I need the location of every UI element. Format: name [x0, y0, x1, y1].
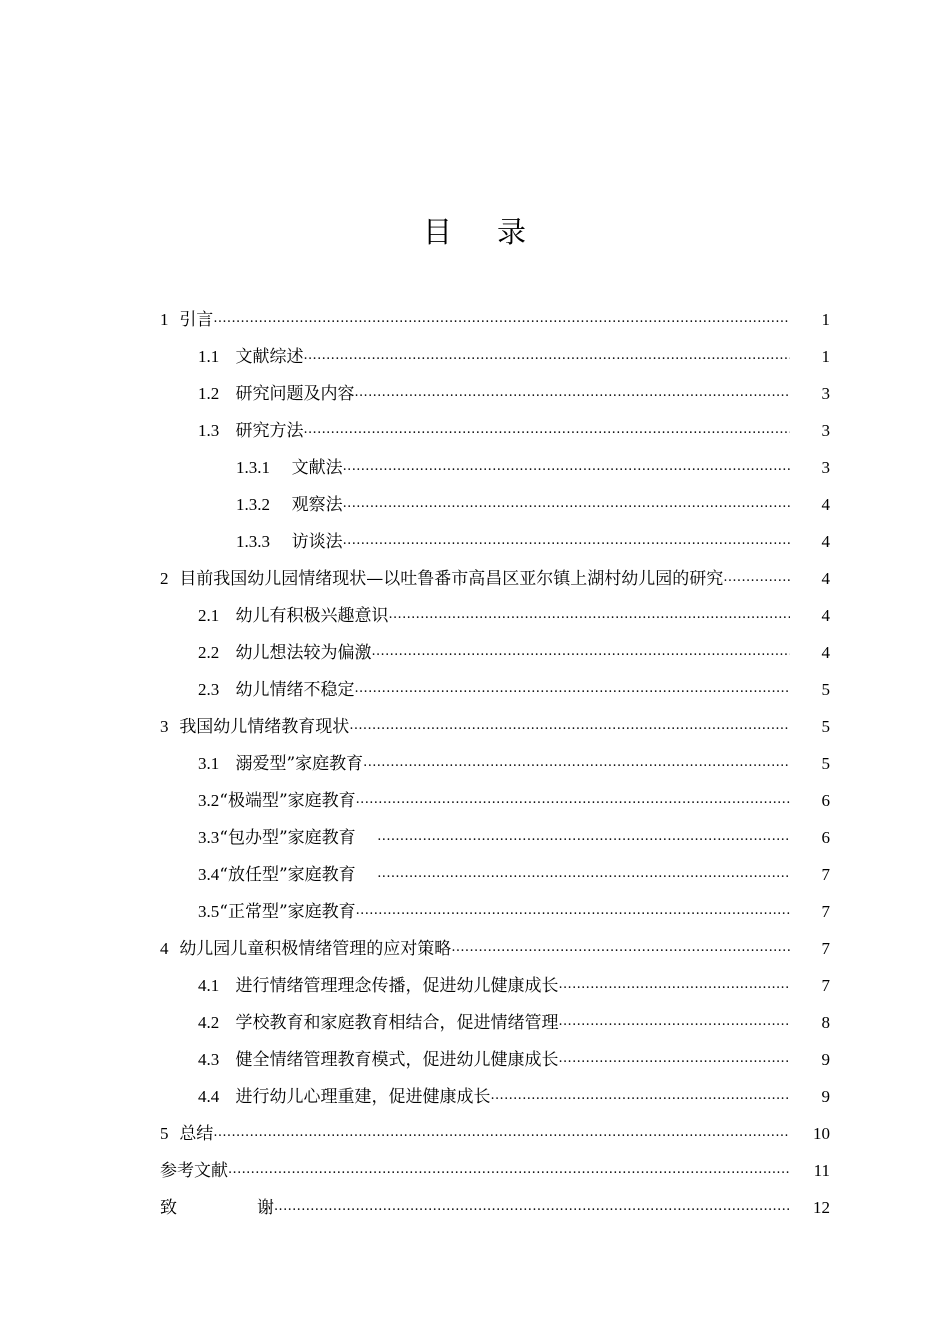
toc-entry[interactable]: [198, 960, 830, 997]
toc-entry[interactable]: [160, 553, 830, 590]
toc-page-number: 4: [821, 643, 830, 662]
dot-leader: [558, 1009, 790, 1033]
dot-leader: [388, 602, 790, 626]
dot-leader: [303, 343, 790, 367]
dot-leader: [303, 417, 790, 441]
toc-entry[interactable]: [236, 479, 830, 516]
toc-entry[interactable]: [198, 812, 830, 849]
toc-entry[interactable]: [198, 627, 830, 664]
toc-page-number: 10: [813, 1124, 830, 1143]
toc-page-number: 7: [821, 865, 830, 884]
dot-leader: [228, 1157, 790, 1181]
title-char-1: 目: [422, 215, 453, 249]
toc-page-number: 4: [821, 495, 830, 514]
toc-entry[interactable]: [198, 1071, 830, 1108]
toc-entry[interactable]: [198, 1034, 830, 1071]
toc-number: 2.3: [198, 680, 220, 699]
toc-text: 幼儿情绪不稳定: [235, 680, 355, 700]
dot-leader: [558, 972, 790, 996]
toc-page-number: 6: [821, 828, 830, 847]
toc-text: “包办型”家庭教育: [219, 828, 356, 848]
toc-number: 1.2: [198, 384, 220, 403]
toc-number: 2.2: [198, 643, 220, 662]
toc-entry[interactable]: [160, 294, 830, 331]
toc-number: 2.1: [198, 606, 220, 625]
dot-leader: [371, 639, 790, 663]
toc-text: 健全情绪管理教育模式，促进幼儿健康成长: [235, 1050, 559, 1070]
toc-entry[interactable]: [160, 923, 830, 960]
toc-text: 幼儿园儿童积极情绪管理的应对策略: [179, 939, 452, 959]
dot-leader: [343, 528, 790, 552]
toc-page-number: 7: [821, 939, 830, 958]
toc-text: “放任型”家庭教育: [219, 865, 356, 885]
toc-number: 3: [160, 717, 169, 736]
toc-number: 3.4: [198, 865, 220, 884]
dot-leader: [343, 491, 790, 515]
toc-page-number: 1: [821, 347, 830, 366]
toc-text: 总结: [179, 1124, 214, 1144]
dot-leader: [723, 565, 790, 589]
toc-text: 参考文献: [160, 1161, 228, 1181]
toc-entry[interactable]: [198, 368, 830, 405]
toc-page-number: 4: [821, 606, 830, 625]
toc-page-number: 7: [821, 976, 830, 995]
toc-text: 研究方法: [235, 421, 304, 441]
toc-page-number: 3: [821, 384, 830, 403]
toc-entry[interactable]: [236, 442, 830, 479]
toc-entry[interactable]: [198, 664, 830, 701]
toc-number: 4.4: [198, 1087, 220, 1106]
toc-page-number: 4: [821, 532, 830, 551]
dot-leader: [377, 861, 790, 885]
toc-number: 3.3: [198, 828, 220, 847]
toc-text: 我国幼儿情绪教育现状: [179, 717, 350, 737]
dot-leader: [558, 1046, 790, 1070]
toc-text: 致: [160, 1198, 177, 1218]
page-title: [0, 210, 950, 254]
toc-text: 研究问题及内容: [235, 384, 355, 404]
toc-entry[interactable]: [198, 886, 830, 923]
toc-text: “极端型”家庭教育: [219, 791, 356, 811]
dot-leader: [343, 454, 790, 478]
toc-number: 1.3.2: [236, 495, 270, 514]
toc-page-number: 9: [821, 1050, 830, 1069]
toc-entry[interactable]: [198, 738, 830, 775]
toc-number: 5: [160, 1124, 169, 1143]
toc-number: 3.2: [198, 791, 220, 810]
title-char-2: 录: [497, 215, 528, 249]
toc-entry[interactable]: [198, 775, 830, 812]
toc-number: 4.2: [198, 1013, 220, 1032]
toc-page-number: 5: [821, 717, 830, 736]
toc-page-number: 11: [813, 1161, 830, 1180]
toc-number: 1.3.1: [236, 458, 270, 477]
toc-number: 4.3: [198, 1050, 220, 1069]
toc-page-number: 4: [821, 569, 830, 588]
toc-text: 幼儿想法较为偏激: [235, 643, 372, 663]
toc-entry[interactable]: [160, 1182, 830, 1219]
dot-leader: [356, 787, 790, 811]
toc-text: 观察法: [291, 495, 343, 515]
toc-text: 访谈法: [291, 532, 343, 552]
toc-page-number: 5: [821, 680, 830, 699]
dot-leader: [274, 1194, 790, 1218]
toc-text: 文献法: [291, 458, 343, 478]
dot-leader: [213, 1120, 790, 1144]
toc-number: 1: [160, 310, 169, 329]
dot-leader: [354, 380, 790, 404]
toc-entry[interactable]: [160, 1108, 830, 1145]
toc-text: 进行幼儿心理重建，促进健康成长: [235, 1087, 491, 1107]
toc-entry[interactable]: [236, 516, 830, 553]
dot-leader: [349, 713, 790, 737]
dot-leader: [356, 898, 790, 922]
toc-entry[interactable]: [160, 701, 830, 738]
toc-number: 4.1: [198, 976, 220, 995]
toc-text-2: 谢: [257, 1198, 274, 1218]
toc-page-number: 5: [821, 754, 830, 773]
toc-number: 3.5: [198, 902, 220, 921]
toc-page-number: 1: [821, 310, 830, 329]
toc-entry[interactable]: [198, 997, 830, 1034]
toc-number: 1.1: [198, 347, 220, 366]
toc-number: 1.3.3: [236, 532, 270, 551]
toc-number: 1.3: [198, 421, 220, 440]
toc-text: 引言: [179, 310, 214, 330]
toc-page-number: 3: [821, 421, 830, 440]
toc-text: “正常型”家庭教育: [219, 902, 356, 922]
dot-leader: [490, 1083, 790, 1107]
toc-entry[interactable]: [160, 1145, 830, 1182]
toc-entry[interactable]: [198, 849, 830, 886]
toc-number: 2: [160, 569, 169, 588]
dot-leader: [451, 935, 790, 959]
toc-text: 学校教育和家庭教育相结合，促进情绪管理: [235, 1013, 559, 1033]
toc-page-number: 3: [821, 458, 830, 477]
toc-entry[interactable]: [198, 590, 830, 627]
toc-text: 溺爱型”家庭教育: [235, 754, 364, 774]
toc-number: 4: [160, 939, 169, 958]
toc-number: 3.1: [198, 754, 220, 773]
toc-text: 幼儿有积极兴趣意识: [235, 606, 389, 626]
toc-page-number: 8: [821, 1013, 830, 1032]
toc-entry[interactable]: [198, 331, 830, 368]
toc-entry[interactable]: [198, 405, 830, 442]
dot-leader: [354, 676, 790, 700]
toc-page-number: 6: [821, 791, 830, 810]
dot-leader: [213, 306, 790, 330]
toc-text: 目前我国幼儿园情绪现状—以吐鲁番市高昌区亚尔镇上湖村幼儿园的研究: [179, 569, 724, 589]
toc-page-number: 9: [821, 1087, 830, 1106]
dot-leader: [363, 750, 790, 774]
toc-text: 文献综述: [235, 347, 304, 367]
dot-leader: [377, 824, 790, 848]
toc-text: 进行情绪管理理念传播，促进幼儿健康成长: [235, 976, 559, 996]
toc-page-number: 7: [821, 902, 830, 921]
toc-page-number: 12: [813, 1198, 830, 1217]
